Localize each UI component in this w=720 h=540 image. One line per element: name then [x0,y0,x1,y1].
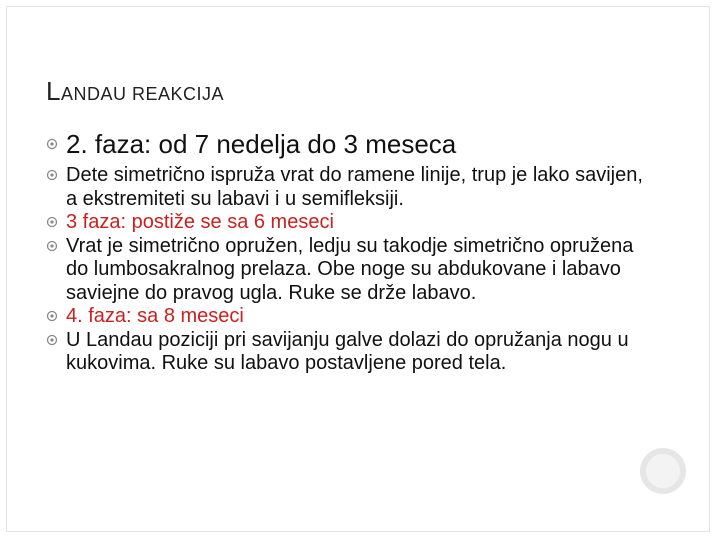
bullet-item [46,164,656,211]
decorative-circle-inner [646,454,680,488]
bullet-circle-icon [46,169,58,181]
bullet-text: 4. faza: sa 8 meseci [66,305,244,327]
bullet-circle-icon [46,334,58,346]
bullet-item [46,124,656,164]
bullet-text: Vrat je simetrično opružen, ledju su takodje simetrično opružena do lumbosakralnog prelaza. Obe noge su abdukovane i labavo saviejne do pravog ugla. Ruke se drže labavo. [66,234,634,304]
bullet-item [46,211,656,235]
bullet-list [46,124,656,376]
bullet-item [46,235,656,306]
bullet-text: Dete simetrično ispruža vrat do ramene linije, trup je lako savijen, a ekstremiteti su labavi i u semifleksiji. [66,164,643,210]
bullet-circle-icon [46,138,58,150]
bullet-circle-icon [46,216,58,228]
bullet-text: 3 faza: postiže se sa 6 meseci [66,211,334,233]
bullet-circle-icon [46,240,58,252]
slide-title [46,76,224,109]
bullet-text: 2. faza: od 7 nedelja do 3 meseca [66,129,457,159]
title-rest: ANDAU REAKCIJA [60,84,225,104]
bullet-item [46,305,656,329]
title-initial: L [46,76,61,106]
bullet-text: U Landau poziciji pri savijanju galve dolazi do opružanja nogu u kukovima. Ruke su labavo postavljene pored tela. [66,328,629,374]
bullet-item [46,329,656,376]
bullet-circle-icon [46,310,58,322]
